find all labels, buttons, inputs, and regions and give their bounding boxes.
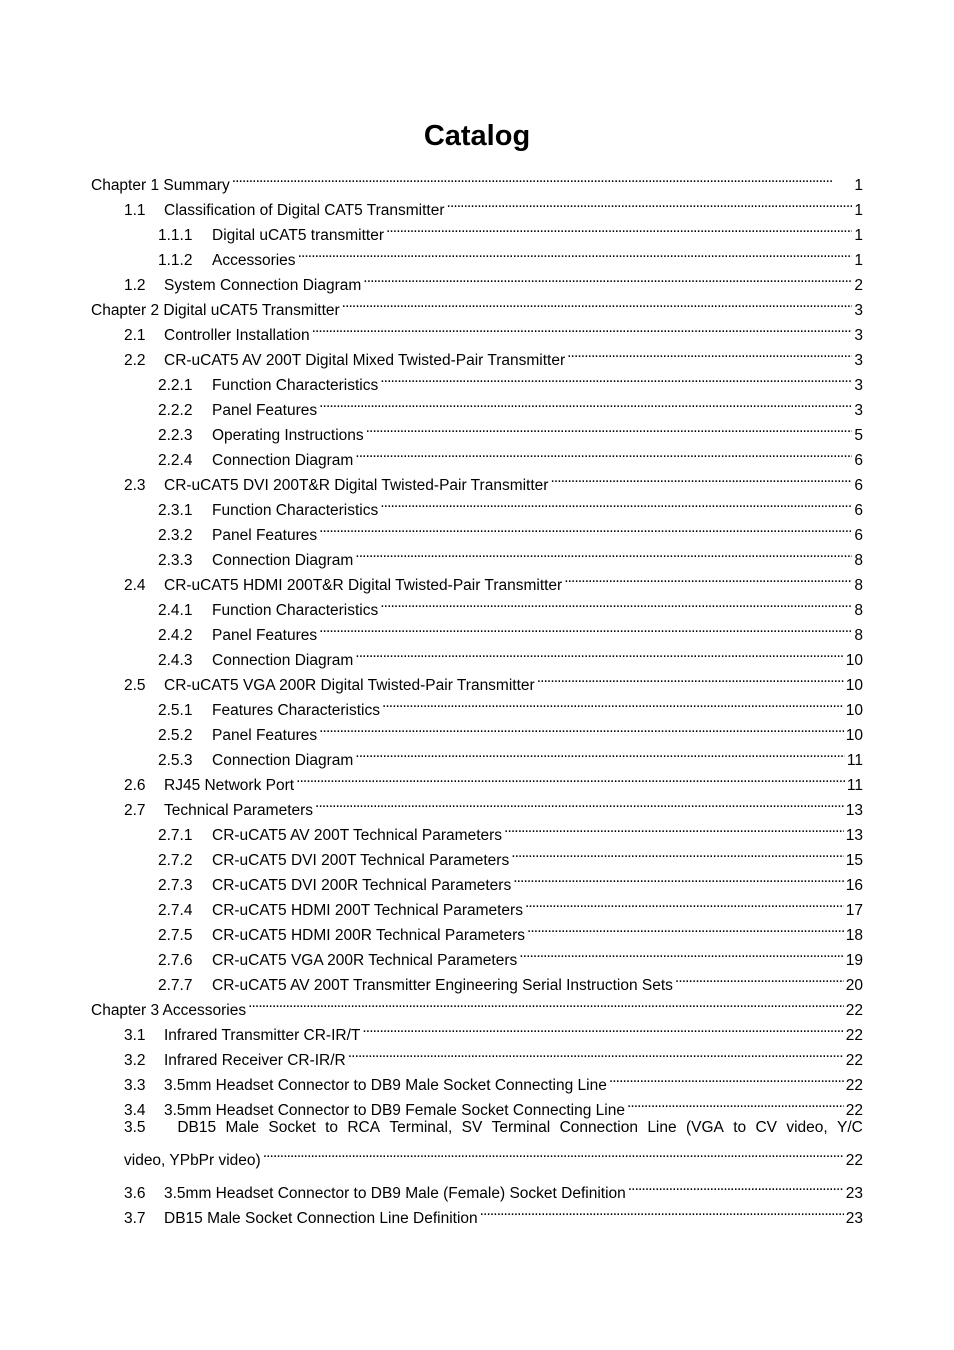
- toc-entry-page: 23: [845, 1210, 863, 1227]
- toc-entry[interactable]: [91, 1115, 863, 1173]
- toc-leader-dots: [386, 215, 852, 240]
- toc-entry-number: 2.4.2: [158, 627, 193, 644]
- toc-entry-label: Connection Diagram: [212, 652, 354, 669]
- toc-leader-dots: [447, 190, 853, 215]
- toc-entry-page: 3: [854, 302, 863, 319]
- toc-entry-page: 16: [845, 877, 863, 894]
- toc-entry-number: 3.4: [124, 1102, 146, 1119]
- toc-entry-label-word: (VGA: [685, 1119, 724, 1136]
- toc-entry-number: 2.2.2: [158, 402, 193, 419]
- toc-entry-label: 3.5mm Headset Connector to DB9 Female Socket Connecting Line: [164, 1102, 625, 1119]
- toc-entry-label: DB15 Male Socket Connection Line Definition: [164, 1210, 478, 1227]
- toc-entry-number: 1.2: [124, 277, 146, 294]
- toc-entry-label-word: to: [325, 1119, 339, 1136]
- toc-entry-page: 1: [854, 252, 863, 269]
- toc-leader-dots: [675, 965, 844, 990]
- toc-entry-label: CR-uCAT5 AV 200T Digital Mixed Twisted-Pair Transmitter: [164, 352, 566, 369]
- toc-entry-page: 10: [845, 652, 863, 669]
- toc-entry-page: 22: [845, 1152, 863, 1169]
- toc-entry-page: 1: [854, 227, 863, 244]
- toc-entry-page: 22: [845, 1052, 863, 1069]
- toc-entry-label-word: Male: [225, 1119, 260, 1136]
- toc-entry-number: 2.5.1: [158, 702, 193, 719]
- toc-leader-dots: [511, 840, 844, 865]
- toc-entry-page: 13: [845, 802, 863, 819]
- toc-leader-dots: [296, 765, 845, 790]
- toc-entry-number: 3.6: [124, 1185, 146, 1202]
- toc-entry-number: 2.5: [124, 677, 146, 694]
- toc-entry-label: 3.5mm Headset Connector to DB9 Male Socket Connecting Line: [164, 1077, 607, 1094]
- toc-entry-number: 1.1.1: [158, 227, 193, 244]
- toc-leader-dots: [382, 690, 844, 715]
- page-title: Catalog: [423, 120, 531, 152]
- toc-entry-number: 2.5.3: [158, 752, 193, 769]
- toc-leader-dots: [380, 590, 852, 615]
- toc-entry-page: 23: [845, 1185, 863, 1202]
- toc-entry-number: 2.3.1: [158, 502, 193, 519]
- toc-entry-page: 10: [845, 677, 863, 694]
- toc-entry-number: 2.2.3: [158, 427, 193, 444]
- toc-leader-dots: [319, 515, 852, 540]
- toc-entry-label: CR-uCAT5 AV 200T Transmitter Engineering Serial Instruction Sets: [212, 977, 673, 994]
- toc-entry-label: CR-uCAT5 DVI 200T&R Digital Twisted-Pair Transmitter: [164, 477, 549, 494]
- toc-leader-dots: [355, 640, 843, 665]
- toc-entry-label: CR-uCAT5 HDMI 200T&R Digital Twisted-Pair Transmitter: [164, 577, 563, 594]
- toc-entry-label: Operating Instructions: [212, 427, 364, 444]
- toc-leader-dots: [550, 465, 852, 490]
- toc-entry-number: 2.4.1: [158, 602, 193, 619]
- toc-entry-number: 1.1: [124, 202, 146, 219]
- toc-entry-page: 1: [854, 202, 863, 219]
- toc-entry-label: Infrared Transmitter CR-IR/T: [164, 1027, 361, 1044]
- toc-entry-page: 19: [845, 952, 863, 969]
- toc-entry-label: Panel Features: [212, 527, 318, 544]
- toc-entry-label: CR-uCAT5 HDMI 200R Technical Parameters: [212, 927, 525, 944]
- toc-entry[interactable]: [91, 1173, 863, 1202]
- toc-entry-label: Infrared Receiver CR-IR/R: [164, 1052, 346, 1069]
- toc-entry-label: video, YPbPr video): [124, 1152, 261, 1169]
- toc-entry-label-word: RCA: [347, 1119, 381, 1136]
- toc-entry-page: 5: [854, 427, 863, 444]
- toc-entry-label-word: Terminal: [491, 1119, 551, 1136]
- toc-entry-page: 15: [845, 852, 863, 869]
- toc-entry-number: 2.7.1: [158, 827, 193, 844]
- toc-entry-number: 2.1: [124, 327, 146, 344]
- toc-entry-label: Panel Features: [212, 627, 318, 644]
- toc-entry-number: 2.7.6: [158, 952, 193, 969]
- toc-entry-page: 6: [854, 452, 863, 469]
- toc-entry-label: Function Characteristics: [212, 377, 379, 394]
- toc-leader-dots: [363, 265, 852, 290]
- toc-entry-label: Panel Features: [212, 727, 318, 744]
- toc-entry-label: CR-uCAT5 VGA 200R Technical Parameters: [212, 952, 518, 969]
- toc-entry-label-word: to: [733, 1119, 747, 1136]
- toc-entry-label: Accessories: [212, 252, 296, 269]
- toc-leader-dots: [355, 540, 852, 565]
- toc-leader-dots: [312, 315, 853, 340]
- toc-entry-number: 2.3.2: [158, 527, 193, 544]
- toc-entry-label: RJ45 Network Port: [164, 777, 295, 794]
- toc-entry-page: 1: [854, 177, 863, 194]
- toc-leader-dots: [628, 1173, 844, 1198]
- toc-leader-dots: [519, 940, 844, 965]
- toc-leader-dots: [380, 365, 852, 390]
- toc-entry-page: 22: [845, 1077, 863, 1094]
- toc-entry-label: Connection Diagram: [212, 752, 354, 769]
- toc-leader-dots: [609, 1065, 844, 1090]
- toc-entry-label: Digital uCAT5 transmitter: [212, 227, 384, 244]
- toc-leader-dots: [319, 390, 852, 415]
- toc-leader-dots: [315, 790, 844, 815]
- toc-entry-number: 2.7: [124, 802, 146, 819]
- toc-entry-number: 2.2.4: [158, 452, 193, 469]
- toc-entry-label: Chapter 1 Summary: [91, 177, 230, 194]
- toc-entry-label-word: DB15: [177, 1119, 217, 1136]
- toc-leader-dots: [355, 440, 852, 465]
- toc-leader-dots: [362, 1015, 843, 1040]
- toc-entry-page: 8: [854, 627, 863, 644]
- toc-entry-label-word: video,: [786, 1119, 828, 1136]
- toc-entry-page: 10: [845, 702, 863, 719]
- toc-entry-number: 2.3: [124, 477, 146, 494]
- toc-entry-number: 2.7.7: [158, 977, 193, 994]
- toc-entry-label-word: CV: [755, 1119, 777, 1136]
- toc-entry-page: 3: [854, 352, 863, 369]
- toc-leader-dots: [480, 1198, 844, 1223]
- toc-entry-number: 3.7: [124, 1210, 146, 1227]
- toc-entry-label-word: Connection: [559, 1119, 638, 1136]
- toc-entry-label-word: SV: [461, 1119, 483, 1136]
- toc-entry-number: 3.3: [124, 1077, 146, 1094]
- toc-entry-label-word: Y/C: [837, 1119, 863, 1136]
- toc-entry-number: 3.5: [124, 1119, 146, 1136]
- toc-entry-number: 2.4: [124, 577, 146, 594]
- toc-leader-dots: [504, 815, 844, 840]
- toc-entry-number: 2.7.5: [158, 927, 193, 944]
- toc-entry-page: 8: [854, 577, 863, 594]
- toc-entry-label: System Connection Diagram: [164, 277, 362, 294]
- toc-entry-page: 3: [854, 377, 863, 394]
- toc-leader-dots: [537, 665, 844, 690]
- toc-entry-number: 2.7.2: [158, 852, 193, 869]
- toc-entry-label: Function Characteristics: [212, 502, 379, 519]
- toc-leader-dots: [527, 915, 844, 940]
- toc-entry-number: 2.2: [124, 352, 146, 369]
- toc-entry-label: Connection Diagram: [212, 452, 354, 469]
- toc-entry-page: 6: [854, 502, 863, 519]
- toc-entry-label-word: Terminal,: [389, 1119, 453, 1136]
- table-of-contents: [91, 165, 863, 1227]
- toc-leader-dots: [380, 490, 852, 515]
- toc-entry-label: Technical Parameters: [164, 802, 314, 819]
- toc-entry-number: 2.5.2: [158, 727, 193, 744]
- toc-entry-page: 11: [846, 777, 863, 794]
- toc-entry-page: 11: [846, 752, 863, 769]
- toc-entry-label: CR-uCAT5 DVI 200R Technical Parameters: [212, 877, 512, 894]
- toc-entry-label: CR-uCAT5 HDMI 200T Technical Parameters: [212, 902, 523, 919]
- toc-entry-number: 2.7.3: [158, 877, 193, 894]
- toc-leader-dots: [366, 415, 853, 440]
- toc-entry-label: Panel Features: [212, 402, 318, 419]
- toc-entry-number: 2.4.3: [158, 652, 193, 669]
- toc-entry-label: CR-uCAT5 DVI 200T Technical Parameters: [212, 852, 510, 869]
- toc-leader-dots: [319, 615, 852, 640]
- toc-entry-label: Features Characteristics: [212, 702, 380, 719]
- toc-leader-dots: [319, 715, 844, 740]
- toc-entry-page: 13: [845, 827, 863, 844]
- toc-leader-dots: [567, 340, 852, 365]
- toc-leader-dots: [525, 890, 844, 915]
- toc-entry-number: 3.2: [124, 1052, 146, 1069]
- toc-entry-label: CR-uCAT5 VGA 200R Digital Twisted-Pair Transmitter: [164, 677, 535, 694]
- toc-leader-dots: [355, 740, 845, 765]
- toc-entry-label: 3.5mm Headset Connector to DB9 Male (Female) Socket Definition: [164, 1185, 626, 1202]
- toc-leader-dots: [248, 990, 844, 1015]
- toc-entry-number: 2.7.4: [158, 902, 193, 919]
- toc-entry-label: CR-uCAT5 AV 200T Technical Parameters: [212, 827, 503, 844]
- toc-leader-dots: [513, 865, 844, 890]
- toc-entry-label-word: Socket: [268, 1119, 316, 1136]
- toc-entry[interactable]: [91, 165, 863, 194]
- toc-entry-page: 22: [845, 1002, 863, 1019]
- toc-leader-dots: [232, 165, 853, 190]
- toc-entry-number: 3.1: [124, 1027, 146, 1044]
- toc-entry-page: 8: [854, 602, 863, 619]
- toc-entry-page: 22: [845, 1102, 863, 1119]
- toc-entry-page: 20: [845, 977, 863, 994]
- toc-entry-page: 6: [854, 477, 863, 494]
- toc-leader-dots: [298, 240, 853, 265]
- toc-entry-page: 2: [854, 277, 863, 294]
- toc-entry-page: 22: [845, 1027, 863, 1044]
- toc-entry-page: 17: [845, 902, 863, 919]
- toc-entry-label: Chapter 3 Accessories: [91, 1002, 247, 1019]
- toc-entry-label: Controller Installation: [164, 327, 310, 344]
- toc-entry-page: 10: [845, 727, 863, 744]
- toc-leader-dots: [564, 565, 852, 590]
- toc-entry-label: Classification of Digital CAT5 Transmitter: [164, 202, 445, 219]
- toc-leader-dots: [263, 1140, 844, 1165]
- toc-entry-label: Chapter 2 Digital uCAT5 Transmitter: [91, 302, 340, 319]
- toc-entry-page: 8: [854, 552, 863, 569]
- toc-entry-page: 6: [854, 527, 863, 544]
- toc-leader-dots: [627, 1090, 844, 1115]
- toc-entry-number: 2.6: [124, 777, 146, 794]
- toc-entry-number: 1.1.2: [158, 252, 193, 269]
- toc-entry-label-word: Line: [647, 1119, 677, 1136]
- toc-entry-label: Function Characteristics: [212, 602, 379, 619]
- toc-entry-number: 2.2.1: [158, 377, 193, 394]
- toc-entry-number: 2.3.3: [158, 552, 193, 569]
- toc-entry-page: 3: [854, 402, 863, 419]
- toc-entry-page: 18: [845, 927, 863, 944]
- toc-leader-dots: [342, 290, 853, 315]
- toc-entry-label: Connection Diagram: [212, 552, 354, 569]
- toc-entry-page: 3: [854, 327, 863, 344]
- toc-leader-dots: [348, 1040, 844, 1065]
